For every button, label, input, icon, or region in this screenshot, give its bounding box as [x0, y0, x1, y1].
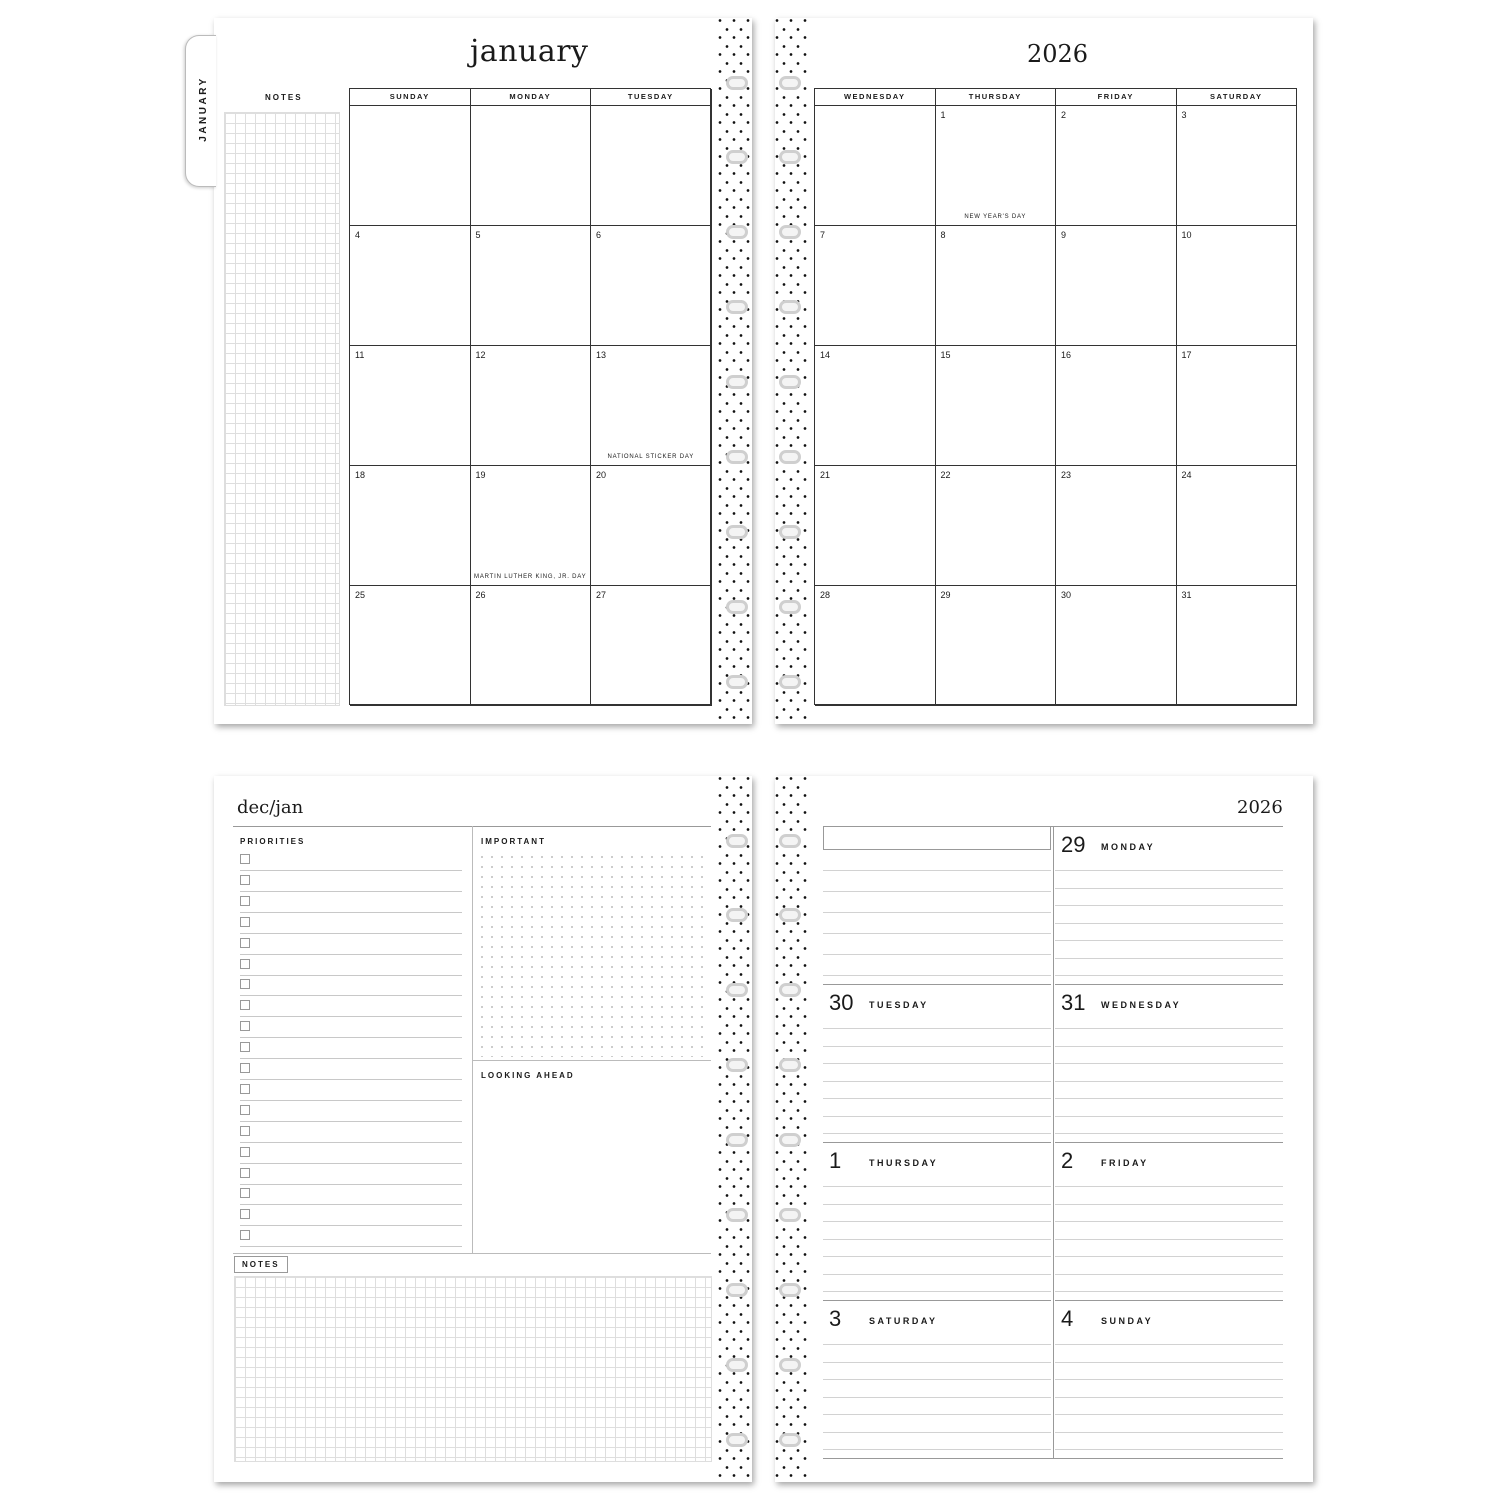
priority-row[interactable] [240, 1226, 462, 1247]
ruled-line [1055, 1204, 1283, 1205]
day-writing-area[interactable] [1055, 856, 1283, 982]
weekday-number: 2 [1061, 1148, 1074, 1173]
day-number: 16 [1061, 350, 1072, 360]
day-cell[interactable] [591, 346, 712, 466]
day-writing-area[interactable] [823, 1330, 1051, 1456]
day-number: 14 [820, 350, 831, 360]
day-cell[interactable] [936, 466, 1057, 586]
ruled-line [1055, 1274, 1283, 1275]
binding-ring [779, 525, 801, 539]
day-cell[interactable] [1056, 226, 1177, 346]
day-cell[interactable] [1056, 586, 1177, 706]
holiday-label: NATIONAL STICKER DAY [607, 454, 695, 460]
priority-row[interactable] [240, 996, 462, 1017]
weekday-number: 1 [829, 1148, 842, 1173]
day-cell[interactable] [815, 226, 936, 346]
dotted-binding-strip [718, 18, 752, 724]
binding-ring [726, 600, 748, 614]
ruled-line [823, 1362, 1051, 1363]
day-cell[interactable] [591, 466, 712, 586]
binding-ring [726, 1058, 748, 1072]
priority-checkbox[interactable] [240, 1063, 250, 1073]
day-cell[interactable] [471, 586, 592, 706]
priority-row[interactable] [240, 1205, 462, 1226]
ruled-line [823, 975, 1051, 976]
ruled-line [823, 891, 1051, 892]
weekly-year-title: 2026 [1237, 797, 1283, 818]
binding-ring [779, 1208, 801, 1222]
weekday-number: 29 [1061, 832, 1086, 857]
ruled-line [1055, 1028, 1283, 1029]
binding-ring [779, 375, 801, 389]
binding-ring [779, 1058, 801, 1072]
day-number: 28 [820, 590, 831, 600]
day-cell[interactable] [815, 106, 936, 226]
ruled-line [1055, 1362, 1283, 1363]
ruled-line [1055, 1221, 1283, 1222]
day-cell[interactable] [936, 346, 1057, 466]
day-writing-area[interactable] [823, 1172, 1051, 1298]
ruled-line [823, 1256, 1051, 1257]
priority-row[interactable] [240, 892, 462, 913]
day-number: 10 [1181, 230, 1192, 240]
binding-ring [726, 525, 748, 539]
day-number: 12 [475, 350, 486, 360]
day-number: 24 [1181, 470, 1192, 480]
ruled-line [823, 1432, 1051, 1433]
week-bottom-rule [823, 1458, 1283, 1459]
priority-row[interactable] [240, 850, 462, 871]
day-cell[interactable] [471, 226, 592, 346]
ruled-line [823, 870, 1051, 871]
priority-checkbox[interactable] [240, 979, 250, 989]
ruled-line [1055, 1186, 1283, 1187]
dotted-binding-strip [775, 776, 809, 1482]
priority-row[interactable] [240, 1101, 462, 1122]
binding-ring [779, 76, 801, 90]
day-number: 6 [596, 230, 602, 240]
ruled-line [1055, 1379, 1283, 1380]
priority-row[interactable] [240, 871, 462, 892]
day-cell[interactable] [350, 586, 471, 706]
ruled-line [1055, 905, 1283, 906]
day-number: 13 [596, 350, 607, 360]
binding-ring [726, 1283, 748, 1297]
priority-row[interactable] [240, 1164, 462, 1185]
binding-ring [779, 908, 801, 922]
weekday-name: TUESDAY [869, 1000, 929, 1010]
binding-ring [726, 983, 748, 997]
month-title: january [470, 34, 589, 69]
binding-ring [779, 1433, 801, 1447]
priority-checkbox[interactable] [240, 1168, 250, 1178]
day-cell[interactable] [591, 226, 712, 346]
day-number: 25 [355, 590, 366, 600]
ruled-line [823, 1221, 1051, 1222]
day-number: 9 [1061, 230, 1067, 240]
priority-row[interactable] [240, 1080, 462, 1101]
day-writing-area[interactable] [823, 1014, 1051, 1140]
day-number: 27 [596, 590, 607, 600]
binding-ring [779, 983, 801, 997]
binding-ring [726, 908, 748, 922]
ruled-line [823, 933, 1051, 934]
ruled-line [823, 1186, 1051, 1187]
weekday-header: WEDNESDAY [815, 89, 936, 106]
ruled-line [1055, 923, 1283, 924]
day-cell[interactable] [1177, 106, 1298, 226]
day-number: 4 [355, 230, 361, 240]
ruled-line [1055, 1291, 1283, 1292]
ruled-line [1055, 940, 1283, 941]
weekday-header: MONDAY [471, 89, 592, 106]
day-divider [1055, 984, 1283, 985]
weekly-notes-grid[interactable] [234, 1276, 712, 1462]
ruled-line [823, 1046, 1051, 1047]
day-number: 29 [940, 590, 951, 600]
ruled-line [823, 1379, 1051, 1380]
binding-ring [779, 675, 801, 689]
binding-ring [726, 675, 748, 689]
day-cell[interactable] [350, 106, 471, 226]
ruled-line [1055, 888, 1283, 889]
day-number: 26 [475, 590, 486, 600]
binding-ring [779, 600, 801, 614]
ruled-line [823, 1133, 1051, 1134]
day-number: 19 [475, 470, 486, 480]
day-cell[interactable] [1056, 346, 1177, 466]
ruled-line [1055, 870, 1283, 871]
priority-checkbox[interactable] [240, 1147, 250, 1157]
ruled-line [1055, 1063, 1283, 1064]
day-number: 30 [1061, 590, 1072, 600]
binding-ring [726, 450, 748, 464]
binding-ring [779, 1358, 801, 1372]
day-cell[interactable] [471, 106, 592, 226]
priority-row[interactable] [240, 1184, 462, 1205]
ruled-line [1055, 1133, 1283, 1134]
weekday-name: WEDNESDAY [1101, 1000, 1182, 1010]
ruled-line [823, 1291, 1051, 1292]
priority-checkbox[interactable] [240, 1000, 250, 1010]
day-number: 23 [1061, 470, 1072, 480]
holiday-label: MARTIN LUTHER KING, JR. DAY [474, 574, 587, 580]
ruled-line [1055, 1344, 1283, 1345]
priority-checkbox[interactable] [240, 917, 250, 927]
ruled-line [1055, 1397, 1283, 1398]
monthly-calendar-right [814, 88, 1297, 705]
ruled-line [1055, 1098, 1283, 1099]
week-note-box[interactable] [823, 826, 1051, 850]
binding-ring [779, 150, 801, 164]
day-cell[interactable] [350, 466, 471, 586]
priority-row[interactable] [240, 1059, 462, 1080]
ruled-line [823, 1081, 1051, 1082]
day-divider [823, 1300, 1051, 1301]
week-center-divider [1053, 826, 1054, 1458]
binding-ring [726, 225, 748, 239]
notes-label: NOTES [265, 93, 303, 102]
priority-checkbox[interactable] [240, 896, 250, 906]
weekday-header: SUNDAY [350, 89, 471, 106]
day-writing-area[interactable] [1055, 1172, 1283, 1298]
weekday-name: FRIDAY [1101, 1158, 1149, 1168]
looking-ahead-area[interactable] [476, 1085, 710, 1250]
day-cell[interactable] [815, 346, 936, 466]
day-cell[interactable] [936, 226, 1057, 346]
ruled-line [823, 954, 1051, 955]
weekday-name: MONDAY [1101, 842, 1156, 852]
day-cell[interactable] [350, 226, 471, 346]
ruled-line [1055, 1449, 1283, 1450]
ruled-line [1055, 1116, 1283, 1117]
ruled-line [823, 1063, 1051, 1064]
binding-ring [726, 1358, 748, 1372]
priority-checkbox[interactable] [240, 938, 250, 948]
priority-row[interactable] [240, 934, 462, 955]
ruled-line [1055, 1256, 1283, 1257]
priority-checkbox[interactable] [240, 1084, 250, 1094]
day-number: 7 [820, 230, 826, 240]
column-divider [472, 826, 473, 1253]
weekday-name: SUNDAY [1101, 1316, 1154, 1326]
dotted-binding-strip [775, 18, 809, 724]
ruled-line [823, 1274, 1051, 1275]
tab-label: JANUARY [198, 76, 209, 142]
weekday-header: THURSDAY [936, 89, 1057, 106]
day-cell[interactable] [591, 106, 712, 226]
day-cell[interactable] [350, 346, 471, 466]
priority-checkbox[interactable] [240, 1126, 250, 1136]
dotted-binding-strip [718, 776, 752, 1482]
weekly-notes-label: NOTES [242, 1260, 280, 1269]
ruled-line [823, 1116, 1051, 1117]
year-title: 2026 [1027, 40, 1089, 68]
monthly-calendar-left [349, 88, 711, 705]
weekday-header: TUESDAY [591, 89, 712, 106]
day-cell[interactable] [591, 586, 712, 706]
ruled-line [823, 912, 1051, 913]
ruled-line [823, 1397, 1051, 1398]
day-divider [823, 1142, 1051, 1143]
priority-checkbox[interactable] [240, 1188, 250, 1198]
weekday-number: 31 [1061, 990, 1086, 1015]
day-cell[interactable] [815, 586, 936, 706]
binding-ring [779, 834, 801, 848]
ruled-line [823, 1204, 1051, 1205]
notes-divider [233, 1253, 711, 1254]
priority-checkbox[interactable] [240, 1042, 250, 1052]
day-number: 11 [355, 350, 365, 360]
weekly-title: dec/jan [237, 797, 304, 818]
binding-ring [779, 450, 801, 464]
day-number: 3 [1181, 110, 1187, 120]
priority-row[interactable] [240, 975, 462, 996]
priorities-label: PRIORITIES [240, 837, 306, 846]
priority-row[interactable] [240, 913, 462, 934]
binding-ring [726, 1433, 748, 1447]
day-number: 8 [940, 230, 946, 240]
priority-checkbox[interactable] [240, 1105, 250, 1115]
ruled-line [1055, 1046, 1283, 1047]
day-writing-area[interactable] [1055, 1330, 1283, 1456]
binding-ring [726, 1133, 748, 1147]
weekday-number: 3 [829, 1306, 842, 1331]
month-tab-january[interactable] [185, 35, 216, 187]
ruled-line [1055, 1414, 1283, 1415]
binding-ring [779, 225, 801, 239]
day-divider [1055, 1300, 1283, 1301]
binding-ring [726, 834, 748, 848]
important-label: IMPORTANT [481, 837, 546, 846]
day-cell[interactable] [1177, 346, 1298, 466]
day-number: 21 [820, 470, 831, 480]
day-writing-area[interactable] [1055, 1014, 1283, 1140]
priority-row[interactable] [240, 955, 462, 976]
day-number: 5 [475, 230, 481, 240]
priority-row[interactable] [240, 1122, 462, 1143]
weekday-number: 30 [829, 990, 854, 1015]
day-cell[interactable] [815, 466, 936, 586]
ruled-line [823, 1414, 1051, 1415]
day-number: 20 [596, 470, 607, 480]
priority-checkbox[interactable] [240, 1021, 250, 1031]
binding-ring [726, 300, 748, 314]
day-divider [1055, 1142, 1283, 1143]
binding-ring [726, 375, 748, 389]
priority-row[interactable] [240, 1143, 462, 1164]
ruled-line [823, 1098, 1051, 1099]
day-divider [823, 984, 1051, 985]
day-cell[interactable] [1177, 226, 1298, 346]
day-cell[interactable] [1056, 466, 1177, 586]
day-cell[interactable] [471, 466, 592, 586]
important-dot-grid[interactable] [477, 852, 709, 1057]
holiday-label: NEW YEAR'S DAY [964, 214, 1027, 220]
day-number: 31 [1181, 590, 1192, 600]
ruled-line [1055, 1239, 1283, 1240]
priority-checkbox[interactable] [240, 854, 250, 864]
weekday-name: THURSDAY [869, 1158, 939, 1168]
day-number: 2 [1061, 110, 1067, 120]
binding-ring [726, 150, 748, 164]
day-number: 18 [355, 470, 366, 480]
priority-checkbox[interactable] [240, 1230, 250, 1240]
weekday-header: FRIDAY [1056, 89, 1177, 106]
day-cell[interactable] [1056, 106, 1177, 226]
day-number: 17 [1181, 350, 1192, 360]
monthly-notes-grid[interactable] [224, 112, 340, 706]
day-cell[interactable] [936, 586, 1057, 706]
binding-ring [726, 1208, 748, 1222]
day-cell[interactable] [1177, 586, 1298, 706]
looking-ahead-label: LOOKING AHEAD [481, 1071, 575, 1080]
day-number: 22 [940, 470, 951, 480]
important-divider [472, 1060, 711, 1061]
ruled-line [1055, 958, 1283, 959]
priority-checkbox[interactable] [240, 1209, 250, 1219]
binding-ring [779, 300, 801, 314]
weekday-header: SATURDAY [1177, 89, 1298, 106]
binding-ring [779, 1283, 801, 1297]
ruled-line [1055, 975, 1283, 976]
ruled-line [823, 1449, 1051, 1450]
ruled-line [823, 1239, 1051, 1240]
ruled-line [823, 1344, 1051, 1345]
binding-ring [779, 1133, 801, 1147]
day-cell[interactable] [1177, 466, 1298, 586]
priority-checkbox[interactable] [240, 959, 250, 969]
ruled-line [1055, 1432, 1283, 1433]
binding-ring [726, 76, 748, 90]
day-cell[interactable] [471, 346, 592, 466]
day-number: 1 [940, 110, 946, 120]
day-number: 15 [940, 350, 951, 360]
weekday-name: SATURDAY [869, 1316, 938, 1326]
priority-checkbox[interactable] [240, 875, 250, 885]
priority-row[interactable] [240, 1017, 462, 1038]
ruled-line [1055, 1081, 1283, 1082]
ruled-line [823, 1028, 1051, 1029]
weekday-number: 4 [1061, 1306, 1074, 1331]
priority-row[interactable] [240, 1038, 462, 1059]
day-cell[interactable] [936, 106, 1057, 226]
